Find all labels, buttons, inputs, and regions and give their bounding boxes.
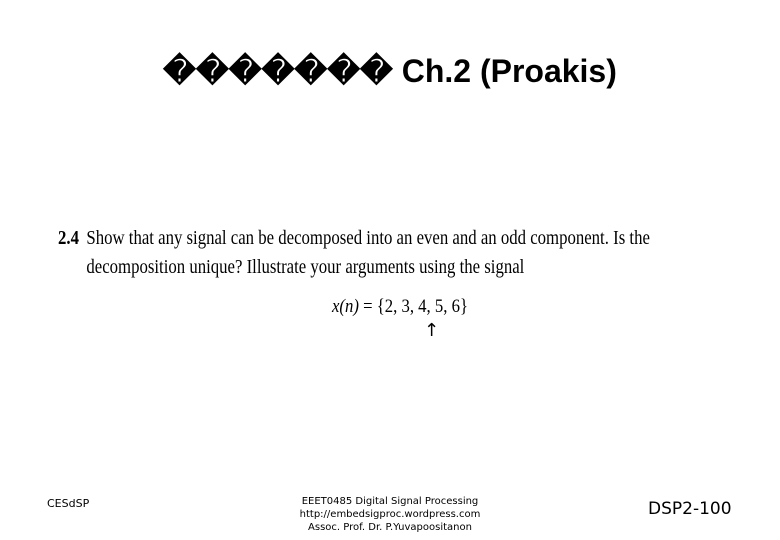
footer-left-label: CESdSP [47,497,90,510]
equation-rhs: = {2, 3, 4, 5, 6} [363,296,469,317]
problem-line-2 [58,253,643,282]
slide-page-number: DSP2-100 [648,499,732,519]
footer-course-info [280,495,500,534]
problem-text-line-2: decomposition unique? Illustrate your arguments using the signal [86,257,525,278]
footer-course-title: EEET0485 Digital Signal Processing [301,496,479,507]
slide-title: ������� Ch.2 (Proakis) [163,53,617,89]
problem-text-line-1: Show that any signal can be decomposed into an even and an odd component. Is the [86,228,650,249]
equation-lhs: x(n) [332,296,359,317]
problem-number: 2.4 [58,228,79,249]
problem-line-1 [58,224,650,253]
origin-arrow-icon: ↑ [424,320,440,341]
footer-course-url[interactable]: http://embedsigproc.wordpress.com [299,509,481,520]
problem-statement [58,224,650,282]
signal-equation [332,296,468,318]
footer-instructor: Assoc. Prof. Dr. P.Yuvapoositanon [308,522,472,533]
